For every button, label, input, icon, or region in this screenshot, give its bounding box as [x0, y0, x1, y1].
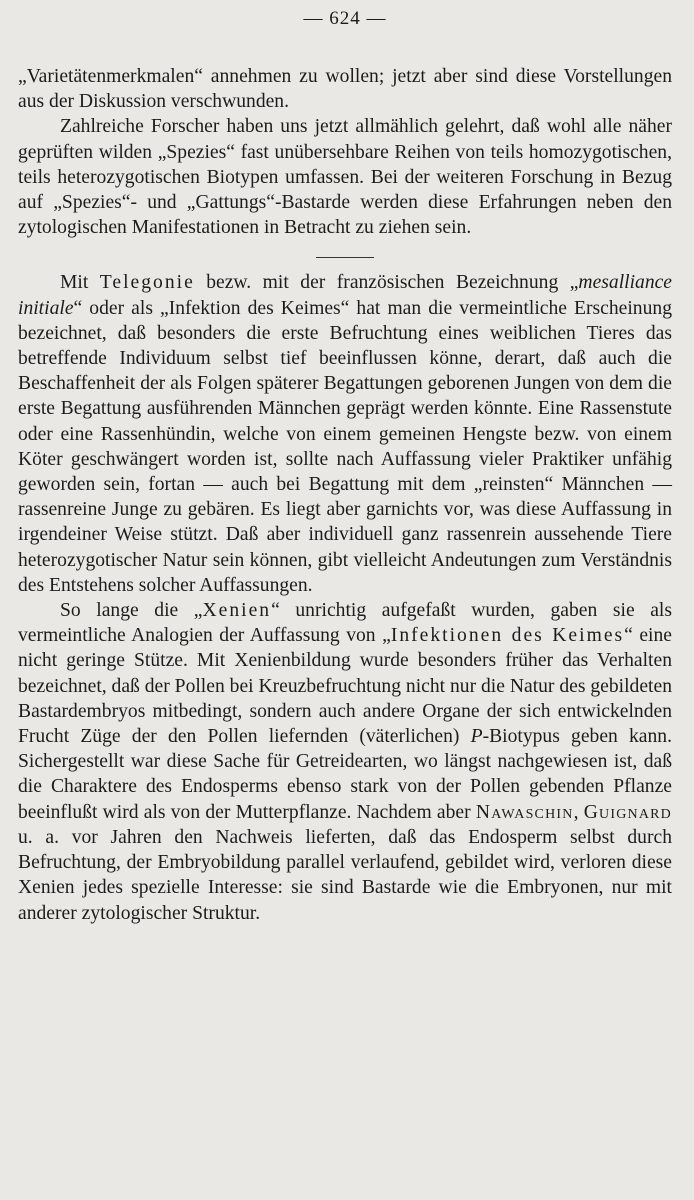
paragraph-xenien — [18, 598, 672, 926]
body-text — [18, 64, 672, 926]
text-run: , — [573, 801, 584, 823]
text-run-spaced: Telegonie — [99, 272, 195, 294]
text-run: “ oder als „Infektion des Keimes“ hat man die vermeintliche Erscheinung bezeichnet, daß besonders die erste Befruchtung eines weiblichen Tieres das betreffende Individuum selbst tief beeinflussen könne, derart, daß auch die Beschaffenheit der als Folgen späterer Begattungen geborenen Jungen von dem die erste Begattung ausführenden Männchen geprägt werden könnte. Eine Rassenstute oder eine Rassenhündin, welche von einem gemeinen Hengste bezw. von einem Köter geschwängert worden ist, sollte nach Auffassung vieler Praktiker unfähig geworden sein, fortan — auch bei Begattung mit dem „reinsten“ Männchen — rassenreine Junge zu gebären. Es liegt aber garnichts vor, was diese Auffassung in irgendeiner Weise stützt. Daß aber individuell ganz rassenrein aussehende Tiere heterozygotischer Natur sein können, gibt vielleicht Andeutungen zum Verständnis des Entstehens solcher Auffassungen. — [18, 297, 672, 596]
page-number: — 624 — — [303, 8, 387, 29]
text-run: “ unrichtig aufgefaßt wurden, gaben sie als vermeintliche Analogien der Auffassung von „ — [18, 600, 672, 647]
paragraph-continuation — [18, 64, 672, 114]
section-divider — [316, 257, 374, 258]
text-run-italic: mesalliance initiale — [18, 272, 673, 319]
text-run-italic: P — [470, 726, 483, 748]
text-run-smallcaps: Guignard — [583, 801, 672, 823]
text-run: u. a. vor Jahren den Nachweis lieferten, daß das Endosperm selbst durch Befruchtung, der Embryobildung parallel verlaufend, gebildet wird, verloren diese Xenien jedes spezielle Interesse: sie sind Bastarde wie die Embryonen, nur mit anderer zytologischer Struktur. — [18, 826, 672, 924]
paragraph-telegonie — [18, 270, 672, 598]
text-run: bezw. mit der französischen Bezeichnung „ — [194, 272, 579, 294]
text-run: -Biotypus geben kann. Sichergestellt war diese Sache für Getreidearten, wo längst nachgewiesen ist, daß die Charaktere des Endosperms ebenso stark von der Pollen gebenden Pflanze beeinflußt wird als von der Mutterpflanze. Nachdem aber — [18, 726, 672, 823]
paragraph-species — [18, 114, 672, 240]
text-run: Zahlreiche Forscher haben uns jetzt allmählich gelehrt, daß wohl alle näher geprüften wilden „Spezies“ fast unübersehbare Reihen von teils homozygotischen, teils heterozygotischen Biotypen umfassen. Bei der weiteren Forschung in Bezug auf „Spezies“- und „Gattungs“-Bastarde werden diese Erfahrungen neben den zytologischen Manifestationen in Betracht zu ziehen sein. — [18, 116, 672, 239]
text-run: „Varietätenmerkmalen“ annehmen zu wollen; jetzt aber sind diese Vorstellungen aus der Diskussion verschwunden. — [18, 66, 672, 113]
text-run-smallcaps: Nawaschin — [475, 801, 574, 823]
text-run: “ eine nicht geringe Stütze. Mit Xenienbildung wurde besonders früher das Verhalten bezeichnet, daß der Pollen bei Kreuzbefruchtung nicht nur die Natur des gebildeten Bastardembryos mitbedingt, sondern auch andere Organe der sich entwickelnden Frucht Züge der den Pollen liefernden (väterlichen) — [18, 625, 672, 748]
text-run-spaced: Infektionen des Keimes — [390, 625, 625, 647]
text-run-spaced: Xenien — [202, 600, 272, 622]
text-run: Mit — [60, 272, 100, 294]
text-run: So lange die „ — [60, 600, 203, 622]
